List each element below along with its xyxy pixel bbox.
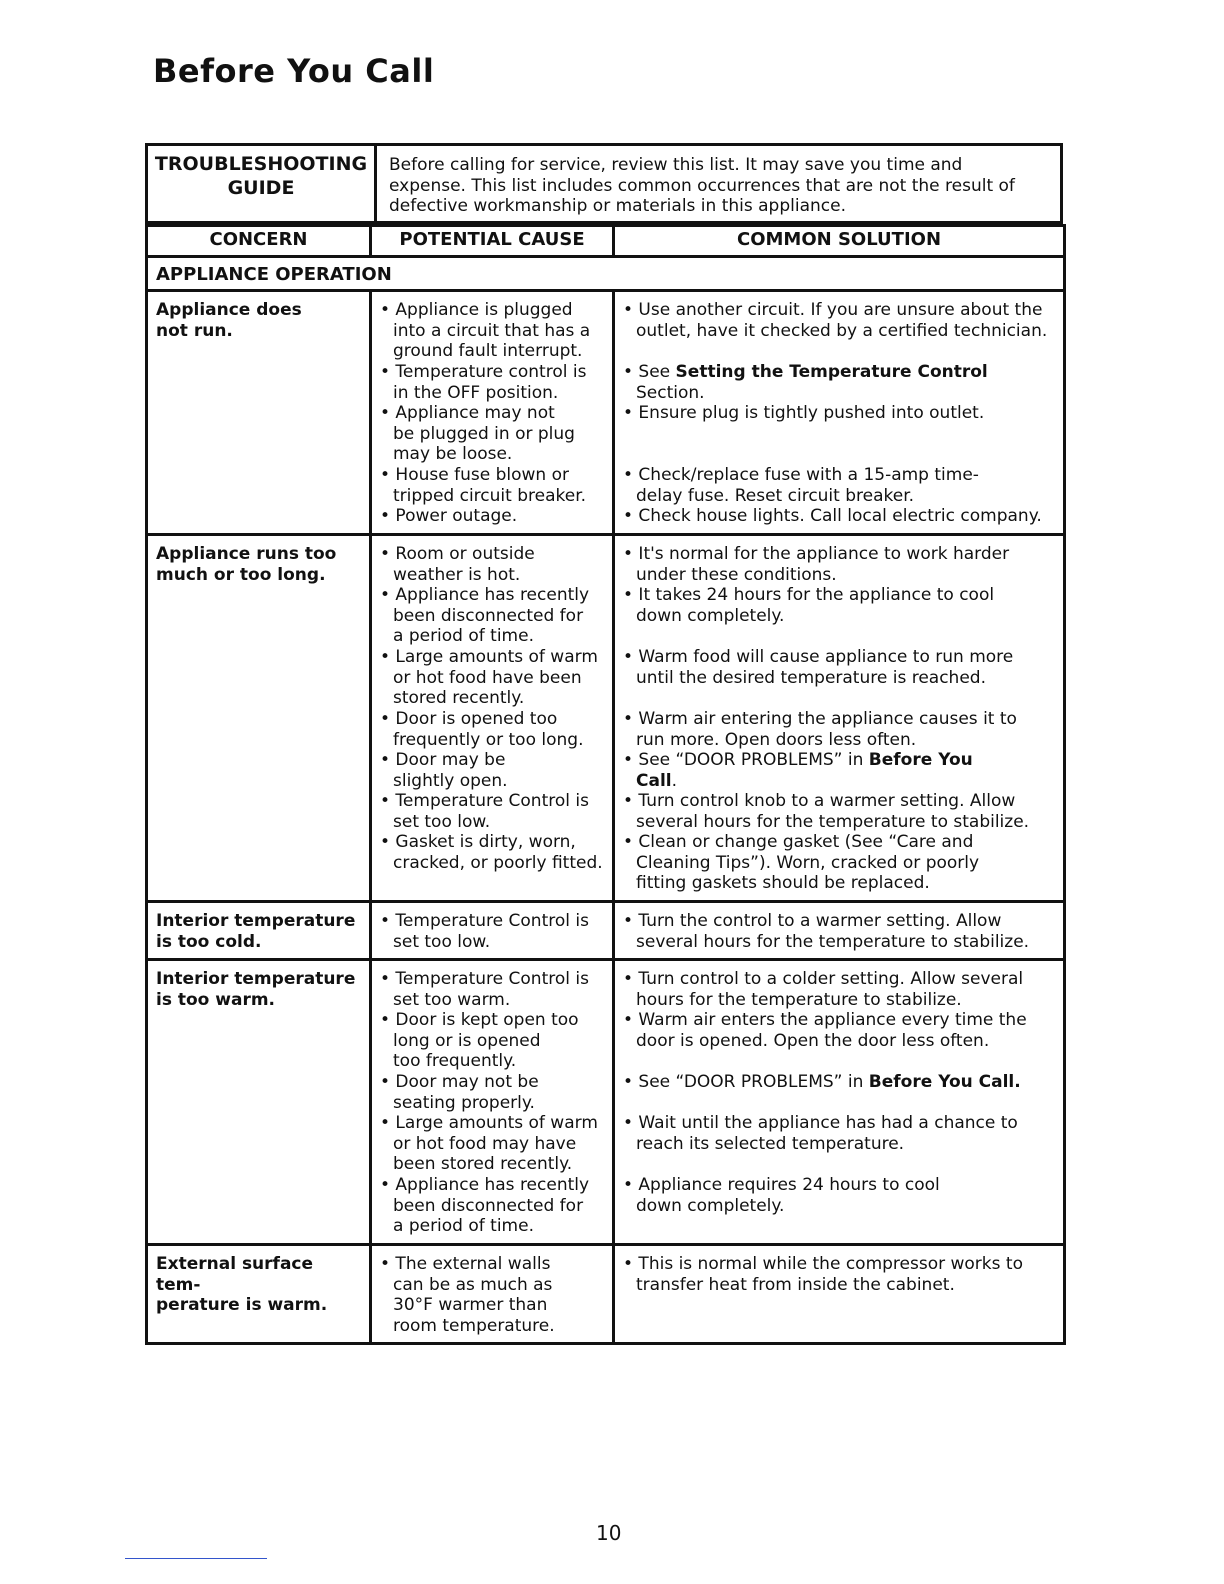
cause-item: • Door is opened too frequently or too long. [380,709,584,750]
page-title: Before You Call [153,52,435,90]
solution-item [623,506,1059,527]
solution-item [623,300,1059,362]
troubleshooting-table [145,224,1066,1345]
concern-cell [147,535,371,902]
solution-text: • Turn control to a colder setting. Allow several hours for the temperature to stabilize. [623,969,1024,1010]
solution-text: • Clean or change gasket (See “Care and Cleaning Tips”). Worn, cracked or poorly fitting gaskets should be replaced. [623,832,980,893]
solution-cell [614,960,1065,1245]
solution-item [623,1010,1059,1072]
solution-cell [614,291,1065,535]
solution-text: • Use another circuit. If you are unsure about the outlet, have it checked by a certified technician. [623,300,1048,341]
solution-text: • It takes 24 hours for the appliance to cool down completely. [623,585,995,626]
solution-item [623,1072,1059,1113]
solution-item [623,832,1059,894]
cause-item: • Door is kept open too long or is opened too frequently. [380,1010,579,1071]
guide-heading-line2: GUIDE [227,177,295,199]
cause-item: • Gasket is dirty, worn, cracked, or poorly fitted. [380,832,603,873]
solution-text: • Warm food will cause appliance to run more until the desired temperature is reached. [623,647,1014,688]
solution-text: • Warm air entering the appliance causes it to run more. Open doors less often. [623,709,1017,750]
solution-item [623,911,1059,952]
cause-item: • Temperature Control is set too low. [380,791,589,832]
cause-item: • Large amounts of warm or hot food have been stored recently. [380,647,598,708]
cause-item: • Temperature Control is set too low. [380,911,589,952]
concern-row [147,535,1065,902]
column-header-row [147,226,1065,257]
solution-text: • See “DOOR PROBLEMS” in [623,750,869,770]
solution-item [623,969,1059,1010]
cause-cell [371,960,614,1245]
concern-cell [147,291,371,535]
cause-item: • Appliance has recently been disconnected for a period of time. [380,1175,590,1236]
cause-item: • Appliance has recently been disconnected for a period of time. [380,585,590,646]
guide-intro-line: expense. This list includes common occurrences that are not the result of [389,175,1015,196]
troubleshooting-guide-header [145,143,1063,224]
cause-item: • House fuse blown or tripped circuit breaker. [380,465,587,506]
solution-cell [614,535,1065,902]
concern-text: Appliance does not run. [156,300,302,341]
solution-text: • Check house lights. Call local electric company. [623,506,1042,526]
page-number: 10 [596,1521,622,1545]
cause-cell [371,1245,614,1344]
concern-row [147,1245,1065,1344]
solution-emphasis: Before You Call. [868,1072,1021,1092]
solution-text: • See [623,362,676,382]
cause-item: • Door may not be seating properly. [380,1072,539,1113]
cause-item: • Temperature Control is set too warm. [380,969,589,1010]
solution-text: • Turn the control to a warmer setting. Allow several hours for the temperature to stabilize. [623,911,1030,952]
guide-heading-line1: TROUBLESHOOTING [154,153,368,175]
concern-text: External surface tem- perature is warm. [156,1254,328,1315]
concern-text: Interior temperature is too warm. [156,969,356,1010]
cause-item: • Temperature control is in the OFF position. [380,362,587,403]
cause-cell [371,902,614,960]
solution-item [623,750,1059,791]
solution-item [623,403,1059,465]
solution-cell [614,1245,1065,1344]
concern-cell [147,902,371,960]
column-header-cause: POTENTIAL CAUSE [371,226,614,257]
cause-item: • The external walls can be as much as 30°F warmer than room temperature. [380,1254,555,1336]
cause-cell [371,535,614,902]
solution-item [623,709,1059,750]
concern-row [147,291,1065,535]
guide-intro [376,145,1062,223]
concern-text: Appliance runs too much or too long. [156,544,337,585]
solution-text: • Appliance requires 24 hours to cool down completely. [623,1175,940,1216]
solution-text: • This is normal while the compressor works to transfer heat from inside the cabinet. [623,1254,1023,1295]
solution-emphasis: Before You Call [636,750,973,791]
solution-item [623,465,1059,506]
solution-item [623,1113,1059,1175]
solution-item [623,585,1059,647]
solution-text: • Turn control knob to a warmer setting. Allow several hours for the temperature to stabilize. [623,791,1030,832]
column-header-concern: CONCERN [147,226,371,257]
guide-intro-line: defective workmanship or materials in this appliance. [389,196,846,216]
section-row [147,257,1065,291]
solution-text: • See “DOOR PROBLEMS” in [623,1072,869,1092]
solution-emphasis: Setting the Temperature Control [675,362,988,382]
solution-text: • Wait until the appliance has had a chance to reach its selected temperature. [623,1113,1018,1154]
cause-item: • Appliance may not be plugged in or plug may be loose. [380,403,575,464]
cause-item: • Door may be slightly open. [380,750,508,791]
solution-item [623,362,1059,403]
solution-item [623,647,1059,709]
concern-cell [147,1245,371,1344]
solution-text: • Warm air enters the appliance every time the door is opened. Open the door less often. [623,1010,1027,1051]
concern-row [147,902,1065,960]
footer-rule [125,1558,267,1559]
solution-item [623,544,1059,585]
concern-row [147,960,1065,1245]
concern-text: Interior temperature is too cold. [156,911,356,952]
solution-text: Section. [636,382,705,403]
solution-text: • Ensure plug is tightly pushed into outlet. [623,403,985,423]
solution-item [623,791,1059,832]
solution-cell [614,902,1065,960]
section-title: APPLIANCE OPERATION [147,257,1065,291]
column-header-solution: COMMON SOLUTION [614,226,1065,257]
cause-item: • Appliance is plugged into a circuit that has a ground fault interrupt. [380,300,591,361]
cause-item: • Room or outside weather is hot. [380,544,535,585]
solution-text: . [671,770,678,791]
cause-item: • Power outage. [380,506,518,526]
solution-text: • Check/replace fuse with a 15-amp time- delay fuse. Reset circuit breaker. [623,465,979,506]
concern-cell [147,960,371,1245]
cause-cell [371,291,614,535]
solution-text: • It's normal for the appliance to work harder under these conditions. [623,544,1010,585]
guide-heading [147,145,376,223]
cause-item: • Large amounts of warm or hot food may have been stored recently. [380,1113,598,1174]
guide-intro-line: Before calling for service, review this list. It may save you time and [389,155,963,175]
solution-item [623,1175,1059,1237]
solution-item [623,1254,1059,1336]
